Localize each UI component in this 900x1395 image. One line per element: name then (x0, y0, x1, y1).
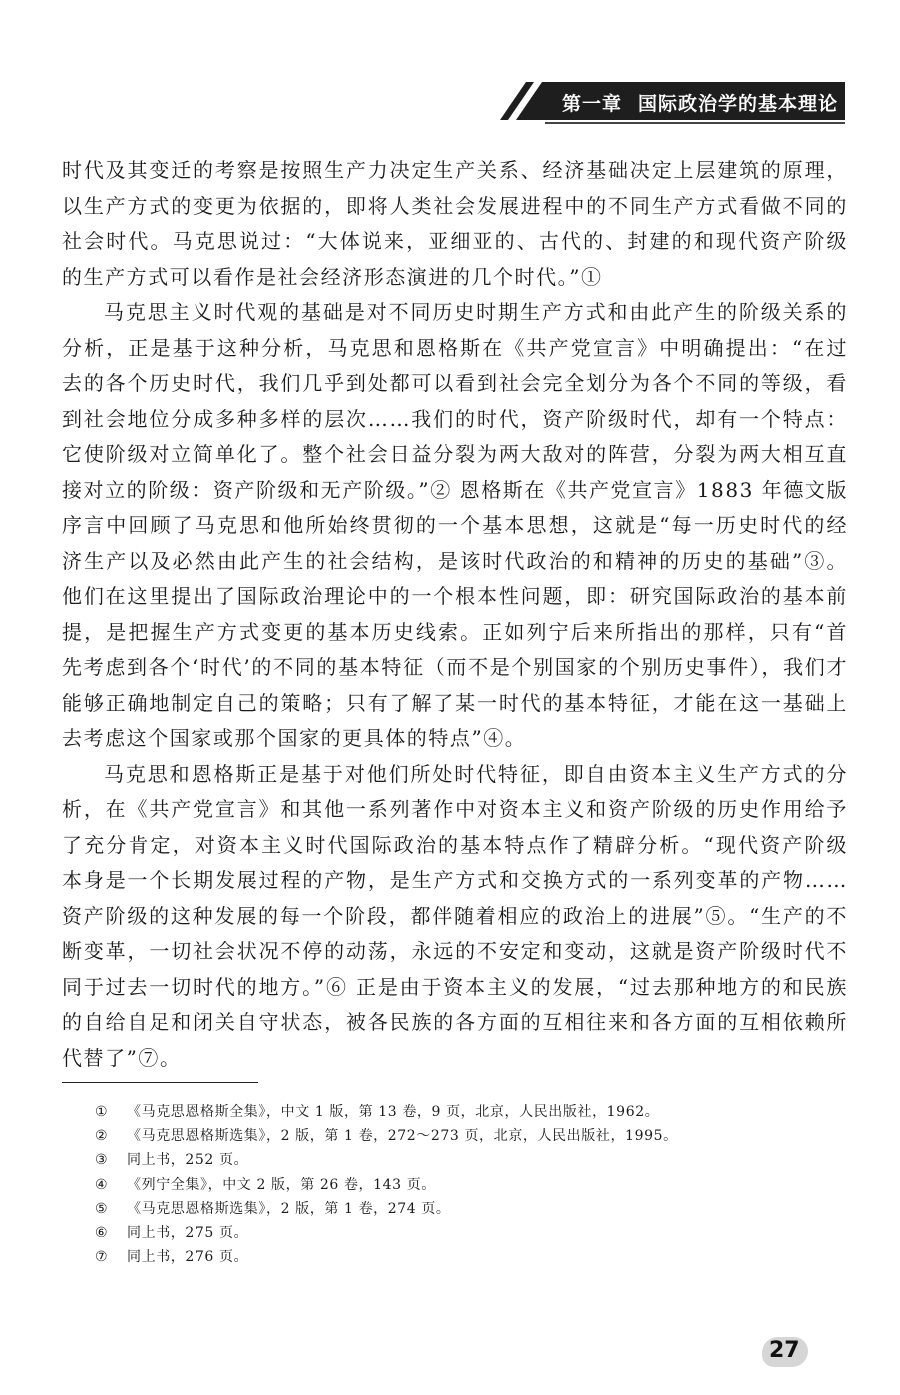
footnote-text: 《马克思恩格斯选集》，2 版，第 1 卷，272～273 页，北京，人民出版社，1995。 (127, 1128, 678, 1145)
footnote (95, 1173, 815, 1197)
footnote-text: 《马克思恩格斯全集》，中文 1 版，第 13 卷，9 页，北京，人民出版社，1962。 (127, 1104, 660, 1120)
footnotes (95, 1100, 815, 1269)
footnote (95, 1100, 815, 1124)
footnote (95, 1221, 815, 1245)
header-title (562, 89, 838, 116)
footnote-mark: ④ (95, 1176, 109, 1193)
footnote-separator (62, 1082, 258, 1083)
footnote (95, 1148, 815, 1172)
footnote-mark: ② (95, 1128, 109, 1145)
page-number-text: 27 (769, 1338, 800, 1363)
footnote (95, 1124, 815, 1148)
footnote-mark: ⑥ (95, 1225, 109, 1242)
footnote (95, 1197, 815, 1221)
paragraph: 时代及其变迁的考察是按照生产力决定生产关系、经济基础决定上层建筑的原理，以生产方式的变更为依据的，即将人类社会发展进程中的不同生产方式看做不同的社会时代。马克思说过：“大体说来，亚细亚的、古代的、封建的和现代资产阶级的生产方式可以看作是社会经济形态演进的几个时代。”① (62, 158, 848, 289)
footnote-mark: ⑤ (95, 1200, 109, 1217)
footnote-mark: ③ (95, 1152, 109, 1169)
footnote-text: 同上书，276 页。 (127, 1249, 249, 1266)
paragraph: 马克思和恩格斯正是基于对他们所处时代特征，即自由资本主义生产方式的分析，在《共产党宣言》和其他一系列著作中对资本主义和资产阶级的历史作用给予了充分肯定，对资本主义时代国际政治的基本特点作了精辟分析。“现代资产阶级本身是一个长期发展过程的产物，是生产方式和交换方式的一系列变革的产物……资产阶级的这种发展的每一个阶段，都伴随着相应的政治上的进展”⑤。“生产的不断变革，一切社会状况不停的动荡，永远的不安定和变动，这就是资产阶级时代不同于过去一切时代的地方。”⑥ 正是由于资本主义的发展，“过去那种地方的和民族的自给自足和闭关自守状态，被各民族的各方面的互相往来和各方面的互相依赖所代替了”⑦。 (62, 761, 848, 1070)
footnote (95, 1245, 815, 1269)
footnote-text: 同上书，252 页。 (127, 1152, 249, 1169)
paragraph: 马克思主义时代观的基础是对不同历史时期生产方式和由此产生的阶级关系的分析，正是基于这种分析，马克思和恩格斯在《共产党宣言》中明确提出：“在过去的各个历史时代，我们几乎到处都可以看到社会完全划分为各个不同的等级，看到社会地位分成多种多样的层次……我们的时代，资产阶级时代，却有一个特点：它使阶级对立简单化了。整个社会日益分裂为两大敌对的阵营，分裂为两大相互直接对立的阶级：资产阶级和无产阶级。”② 恩格斯在《共产党宣言》1883 年德文版序言中回顾了马克思和他所始终贯彻的一个基本思想，这就是“每一历史时代的经济生产以及必然由此产生的社会结构，是该时代政治的和精神的历史的基础”③。他们在这里提出了国际政治理论中的一个根本性问题，即：研究国际政治的基本前提，是把握生产方式变更的基本历史线索。正如列宁后来所指出的那样，只有“首先考虑到各个‘时代’的不同的基本特征（而不是个别国家的个别历史事件），我们才能够正确地制定自己的策略；只有了解了某一时代的基本特征，才能在这一基础上去考虑这个国家或那个国家的更具体的特点”④。 (62, 300, 848, 750)
footnote-text: 《列宁全集》，中文 2 版，第 26 卷，143 页。 (127, 1176, 436, 1193)
footnote-text: 同上书，275 页。 (127, 1225, 249, 1242)
body-text (62, 153, 848, 1076)
page-number (758, 1335, 818, 1369)
footnote-mark: ⑦ (95, 1249, 109, 1266)
chapter-title: 国际政治学的基本理论 (638, 93, 839, 115)
chapter-label: 第一章 (562, 93, 623, 115)
footnote-text: 《马克思恩格斯选集》，2 版，第 1 卷，274 页。 (127, 1200, 451, 1217)
header-rule (545, 122, 845, 124)
running-header (500, 82, 845, 120)
footnote-mark: ① (95, 1104, 109, 1120)
